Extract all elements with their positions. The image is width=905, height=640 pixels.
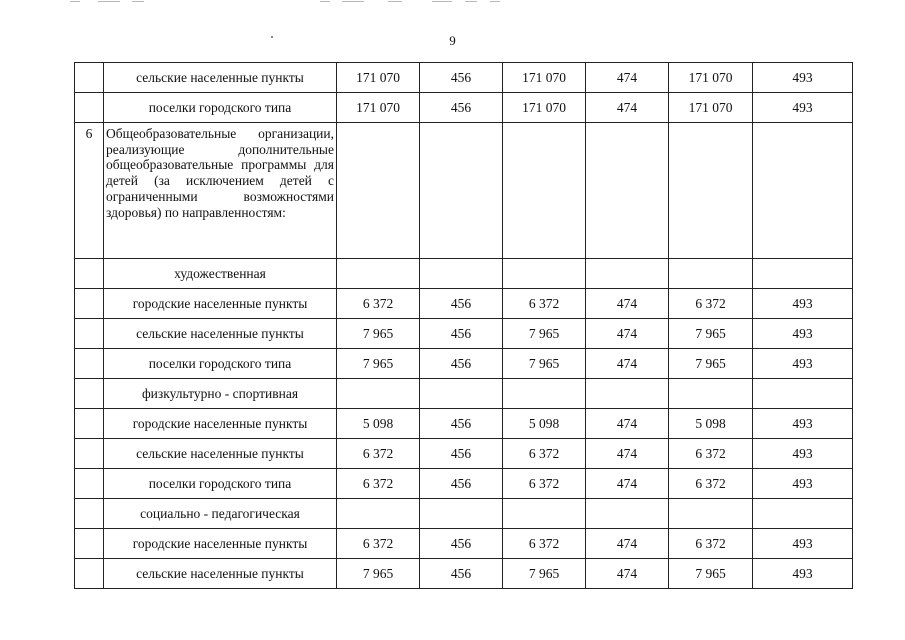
value-cell: 456 (420, 319, 503, 349)
row-index-cell (75, 63, 104, 93)
value-cell: 7 965 (669, 349, 753, 379)
value-cell: 7 965 (503, 559, 586, 589)
value-cell (503, 379, 586, 409)
value-cell (753, 499, 853, 529)
value-cell: 6 372 (337, 289, 420, 319)
value-cell (337, 123, 420, 259)
value-cell (337, 499, 420, 529)
table-row (75, 349, 853, 379)
value-cell: 171 070 (669, 93, 753, 123)
value-cell (503, 499, 586, 529)
value-cell: 474 (586, 409, 669, 439)
table-row (75, 469, 853, 499)
value-cell: 5 098 (669, 409, 753, 439)
value-cell: 456 (420, 439, 503, 469)
value-cell: 6 372 (503, 469, 586, 499)
value-cell (503, 123, 586, 259)
value-cell (337, 259, 420, 289)
value-cell: 171 070 (337, 63, 420, 93)
row-name-cell: физкультурно - спортивная (104, 379, 337, 409)
value-cell: 6 372 (669, 529, 753, 559)
value-cell (586, 379, 669, 409)
value-cell (503, 259, 586, 289)
value-cell: 474 (586, 349, 669, 379)
row-name-cell: социально - педагогическая (104, 499, 337, 529)
value-cell (669, 259, 753, 289)
row-index-cell: 6 (75, 123, 104, 259)
value-cell (586, 123, 669, 259)
row-name-cell: городские населенные пункты (104, 409, 337, 439)
value-cell: 7 965 (337, 349, 420, 379)
value-cell: 7 965 (669, 559, 753, 589)
value-cell (586, 499, 669, 529)
value-cell: 456 (420, 409, 503, 439)
value-cell (753, 259, 853, 289)
value-cell (420, 499, 503, 529)
value-cell (420, 259, 503, 289)
value-cell: 6 372 (503, 529, 586, 559)
value-cell (420, 123, 503, 259)
value-cell: 474 (586, 93, 669, 123)
value-cell: 6 372 (337, 439, 420, 469)
value-cell: 474 (586, 439, 669, 469)
value-cell: 456 (420, 559, 503, 589)
row-index-cell (75, 439, 104, 469)
value-cell (586, 259, 669, 289)
row-name-cell: художественная (104, 259, 337, 289)
row-name-cell: Общеобразовательные организации, реализующие дополнительные общеобразовательные программы для детей (за исключением детей с ограниченными возможностями здоровья) по направленностям: (104, 123, 337, 259)
row-index-cell (75, 259, 104, 289)
table-row (75, 63, 853, 93)
value-cell: 493 (753, 559, 853, 589)
row-name-cell: поселки городского типа (104, 93, 337, 123)
value-cell (669, 123, 753, 259)
value-cell (669, 499, 753, 529)
row-index-cell (75, 349, 104, 379)
row-name-cell: поселки городского типа (104, 349, 337, 379)
row-name-cell: поселки городского типа (104, 469, 337, 499)
value-cell: 171 070 (503, 93, 586, 123)
row-index-cell (75, 93, 104, 123)
value-cell: 474 (586, 289, 669, 319)
value-cell: 493 (753, 93, 853, 123)
row-index-cell (75, 469, 104, 499)
value-cell: 493 (753, 469, 853, 499)
value-cell: 474 (586, 469, 669, 499)
value-cell: 6 372 (337, 469, 420, 499)
value-cell: 456 (420, 93, 503, 123)
row-name-cell: сельские населенные пункты (104, 559, 337, 589)
value-cell: 493 (753, 63, 853, 93)
value-cell: 5 098 (503, 409, 586, 439)
value-cell: 7 965 (503, 319, 586, 349)
table-row (75, 123, 853, 259)
value-cell: 171 070 (669, 63, 753, 93)
value-cell: 7 965 (669, 319, 753, 349)
value-cell: 456 (420, 469, 503, 499)
row-name-cell: сельские населенные пункты (104, 319, 337, 349)
value-cell: 493 (753, 319, 853, 349)
row-index-cell (75, 499, 104, 529)
value-cell: 493 (753, 439, 853, 469)
value-cell: 6 372 (337, 529, 420, 559)
value-cell: 6 372 (503, 439, 586, 469)
value-cell: 474 (586, 559, 669, 589)
table-body (75, 63, 853, 589)
scan-artifact-marks (70, 0, 510, 4)
table-row (75, 93, 853, 123)
value-cell: 474 (586, 529, 669, 559)
value-cell: 7 965 (337, 319, 420, 349)
table-row (75, 439, 853, 469)
row-index-cell (75, 379, 104, 409)
table-row (75, 559, 853, 589)
value-cell: 7 965 (503, 349, 586, 379)
page-number: 9 (449, 33, 456, 48)
value-cell: 493 (753, 289, 853, 319)
value-cell: 6 372 (669, 439, 753, 469)
table-row (75, 529, 853, 559)
value-cell: 474 (586, 319, 669, 349)
table-row (75, 289, 853, 319)
row-index-cell (75, 529, 104, 559)
value-cell: 456 (420, 63, 503, 93)
value-cell: 5 098 (337, 409, 420, 439)
value-cell: 493 (753, 349, 853, 379)
table-row (75, 499, 853, 529)
scan-dot (271, 36, 273, 38)
value-cell: 7 965 (337, 559, 420, 589)
table-row (75, 259, 853, 289)
value-cell (420, 379, 503, 409)
table-row (75, 379, 853, 409)
value-cell: 493 (753, 409, 853, 439)
row-index-cell (75, 559, 104, 589)
value-cell: 171 070 (503, 63, 586, 93)
row-name-cell: городские населенные пункты (104, 289, 337, 319)
value-cell (753, 123, 853, 259)
row-index-cell (75, 289, 104, 319)
tariff-table (74, 62, 853, 589)
value-cell: 6 372 (669, 289, 753, 319)
row-name-cell: городские населенные пункты (104, 529, 337, 559)
table-row (75, 409, 853, 439)
row-name-cell: сельские населенные пункты (104, 439, 337, 469)
value-cell: 456 (420, 289, 503, 319)
value-cell (753, 379, 853, 409)
value-cell: 474 (586, 63, 669, 93)
row-name-cell: сельские населенные пункты (104, 63, 337, 93)
value-cell: 456 (420, 529, 503, 559)
value-cell: 171 070 (337, 93, 420, 123)
value-cell: 456 (420, 349, 503, 379)
value-cell (669, 379, 753, 409)
value-cell (337, 379, 420, 409)
row-index-cell (75, 319, 104, 349)
value-cell: 493 (753, 529, 853, 559)
value-cell: 6 372 (503, 289, 586, 319)
row-index-cell (75, 409, 104, 439)
table-row (75, 319, 853, 349)
value-cell: 6 372 (669, 469, 753, 499)
